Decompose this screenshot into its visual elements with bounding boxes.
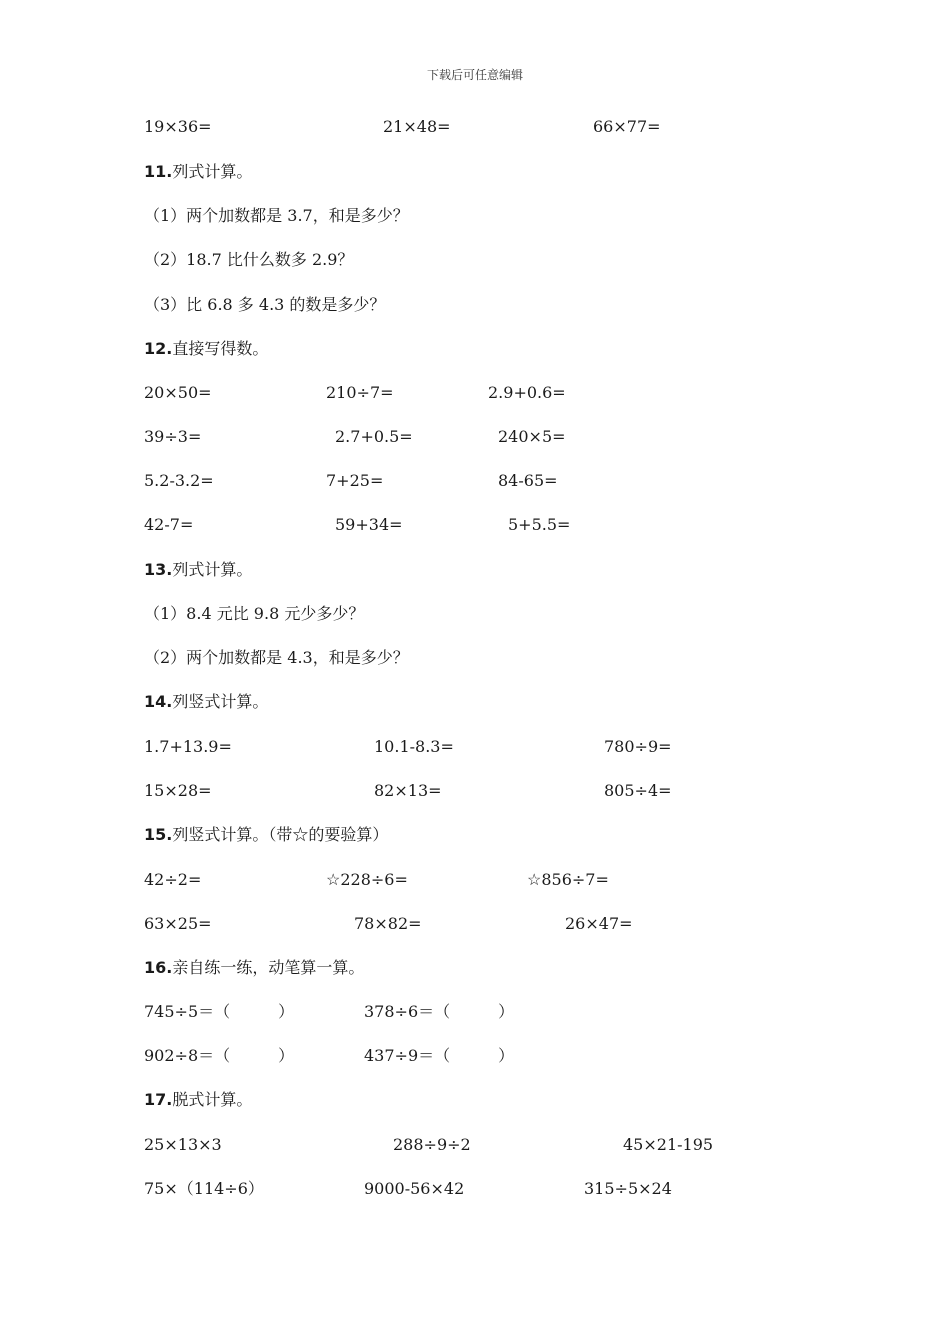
expression: 26×47= <box>565 914 633 933</box>
expression: 45×21-195 <box>623 1135 714 1154</box>
expression: 5.2-3.2= <box>144 471 214 490</box>
expression: 42÷2= <box>144 870 202 889</box>
question-title: 直接写得数。 <box>172 339 269 358</box>
question-item: （3）比 6.8 多 4.3 的数是多少？ <box>144 295 386 314</box>
expression: 1.7+13.9= <box>144 737 232 756</box>
expression: 437÷9＝（ ） <box>364 1046 515 1065</box>
question-title: 列式计算。 <box>172 560 253 579</box>
expression: 378÷6＝（ ） <box>364 1002 515 1021</box>
expression: 240×5= <box>498 427 566 446</box>
page-header: 下载后可任意编辑 <box>426 68 523 82</box>
expression: 84-65= <box>498 471 558 490</box>
expression: 82×13= <box>374 781 442 800</box>
question-number: 14. <box>144 692 173 711</box>
expression: 780÷9= <box>604 737 672 756</box>
question-title: 列竖式计算。（带☆的要验算） <box>172 825 389 844</box>
expression: 15×28= <box>144 781 212 800</box>
question-number: 11. <box>144 162 173 181</box>
expression: 20×50= <box>144 383 212 402</box>
expression: 42-7= <box>144 515 194 534</box>
expression: 288÷9÷2 <box>393 1135 471 1154</box>
expression: 9000-56×42 <box>364 1179 465 1198</box>
question-heading <box>144 958 364 978</box>
expression: 10.1-8.3= <box>374 737 454 756</box>
question-number: 16. <box>144 958 173 977</box>
expression: 66×77= <box>593 117 661 136</box>
question-item: （2）18.7 比什么数多 2.9？ <box>144 250 354 269</box>
expression: 39÷3= <box>144 427 202 446</box>
expression: 7+25= <box>326 471 384 490</box>
question-heading <box>144 1090 252 1110</box>
question-heading <box>144 825 388 845</box>
question-number: 13. <box>144 560 173 579</box>
question-title: 列式计算。 <box>172 162 253 181</box>
question-item: （1）8.4 元比 9.8 元少多少？ <box>144 604 365 623</box>
question-heading <box>144 162 252 182</box>
expression: 59+34= <box>335 515 403 534</box>
expression: ☆228÷6= <box>326 870 408 889</box>
expression: 805÷4= <box>604 781 672 800</box>
expression: 2.7+0.5= <box>335 427 413 446</box>
question-number: 12. <box>144 339 173 358</box>
question-number: 17. <box>144 1090 173 1109</box>
question-heading <box>144 339 268 359</box>
question-title: 脱式计算。 <box>172 1090 253 1109</box>
expression: ☆856÷7= <box>527 870 609 889</box>
expression: 63×25= <box>144 914 212 933</box>
expression: 210÷7= <box>326 383 394 402</box>
question-heading <box>144 692 268 712</box>
expression: 315÷5×24 <box>584 1179 672 1198</box>
question-title: 亲自练一练，动笔算一算。 <box>172 958 365 977</box>
expression: 2.9+0.6= <box>488 383 566 402</box>
question-item: （1）两个加数都是 3.7，和是多少？ <box>144 206 409 225</box>
expression: 19×36= <box>144 117 212 136</box>
expression: 75×（114÷6） <box>144 1179 264 1198</box>
question-title: 列竖式计算。 <box>172 692 269 711</box>
expression: 902÷8＝（ ） <box>144 1046 295 1065</box>
expression: 21×48= <box>383 117 451 136</box>
question-item: （2）两个加数都是 4.3，和是多少？ <box>144 648 409 667</box>
expression: 745÷5＝（ ） <box>144 1002 295 1021</box>
question-heading <box>144 560 252 580</box>
question-number: 15. <box>144 825 173 844</box>
expression: 78×82= <box>354 914 422 933</box>
expression: 25×13×3 <box>144 1135 222 1154</box>
expression: 5+5.5= <box>508 515 571 534</box>
